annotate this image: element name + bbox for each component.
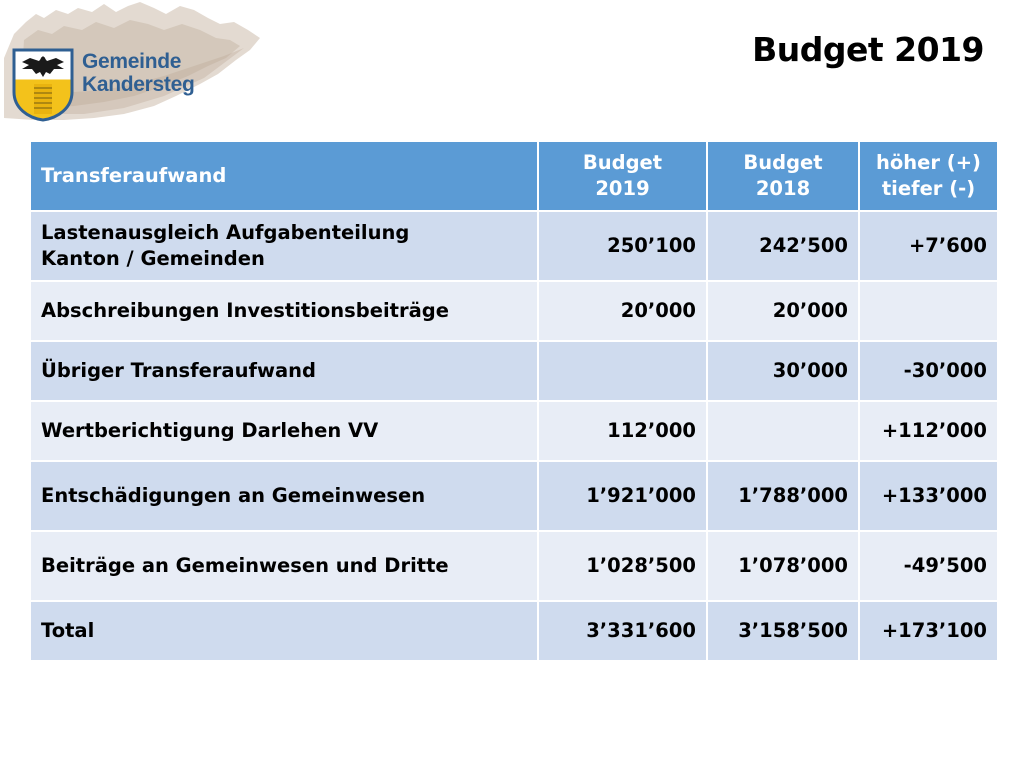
row-label-line1: Lastenausgleich Aufgabenteilung	[41, 221, 410, 244]
cell-budget-2019: 112’000	[538, 401, 707, 461]
header-label-text: Transferaufwand	[41, 164, 227, 187]
cell-budget-2018: 3’158’500	[707, 601, 859, 661]
header-budget-2018-line1: Budget	[743, 151, 823, 174]
cell-budget-2018: 30’000	[707, 341, 859, 401]
cell-budget-2019: 20’000	[538, 281, 707, 341]
cell-budget-2018: 20’000	[707, 281, 859, 341]
row-label-line2: Kanton / Gemeinden	[41, 247, 265, 270]
table-row-total	[30, 601, 998, 661]
header-difference	[859, 141, 998, 211]
cell-budget-2019: 250’100	[538, 211, 707, 281]
coat-of-arms-eagle-icon	[12, 48, 74, 122]
cell-difference: -30’000	[859, 341, 998, 401]
logo-line2: Kandersteg	[82, 73, 195, 96]
header-budget-2018-line2: 2018	[755, 177, 811, 200]
slide-title: Budget 2019	[752, 30, 984, 69]
header-budget-2019-line2: 2019	[595, 177, 650, 200]
row-label: Übriger Transferaufwand	[30, 341, 538, 401]
cell-budget-2019: 1’921’000	[538, 461, 707, 531]
cell-difference: +173’100	[859, 601, 998, 661]
cell-budget-2018	[707, 401, 859, 461]
logo-text	[82, 50, 195, 96]
cell-budget-2019: 3’331’600	[538, 601, 707, 661]
table-row	[30, 401, 998, 461]
row-label: Beiträge an Gemeinwesen und Dritte	[30, 531, 538, 601]
header-budget-2018	[707, 141, 859, 211]
table-row	[30, 281, 998, 341]
cell-difference: +133’000	[859, 461, 998, 531]
cell-difference: +112’000	[859, 401, 998, 461]
header-difference-line1: höher (+)	[876, 151, 981, 174]
cell-budget-2019	[538, 341, 707, 401]
municipality-logo	[4, 0, 266, 128]
cell-budget-2018: 242’500	[707, 211, 859, 281]
row-label: Total	[30, 601, 538, 661]
row-label: Abschreibungen Investitionsbeiträge	[30, 281, 538, 341]
budget-table	[29, 140, 999, 662]
header-label	[30, 141, 538, 211]
cell-budget-2018: 1’078’000	[707, 531, 859, 601]
table-header-row	[30, 141, 998, 211]
logo-line1: Gemeinde	[82, 50, 182, 73]
cell-difference	[859, 281, 998, 341]
cell-budget-2019: 1’028’500	[538, 531, 707, 601]
table-row	[30, 531, 998, 601]
row-label	[30, 211, 538, 281]
table-row	[30, 341, 998, 401]
row-label: Entschädigungen an Gemeinwesen	[30, 461, 538, 531]
table-row	[30, 211, 998, 281]
header-difference-line2: tiefer (-)	[881, 177, 976, 200]
cell-difference: +7’600	[859, 211, 998, 281]
table-row	[30, 461, 998, 531]
header-budget-2019	[538, 141, 707, 211]
cell-difference: -49’500	[859, 531, 998, 601]
row-label: Wertberichtigung Darlehen VV	[30, 401, 538, 461]
cell-budget-2018: 1’788’000	[707, 461, 859, 531]
header-budget-2019-line1: Budget	[582, 151, 663, 174]
